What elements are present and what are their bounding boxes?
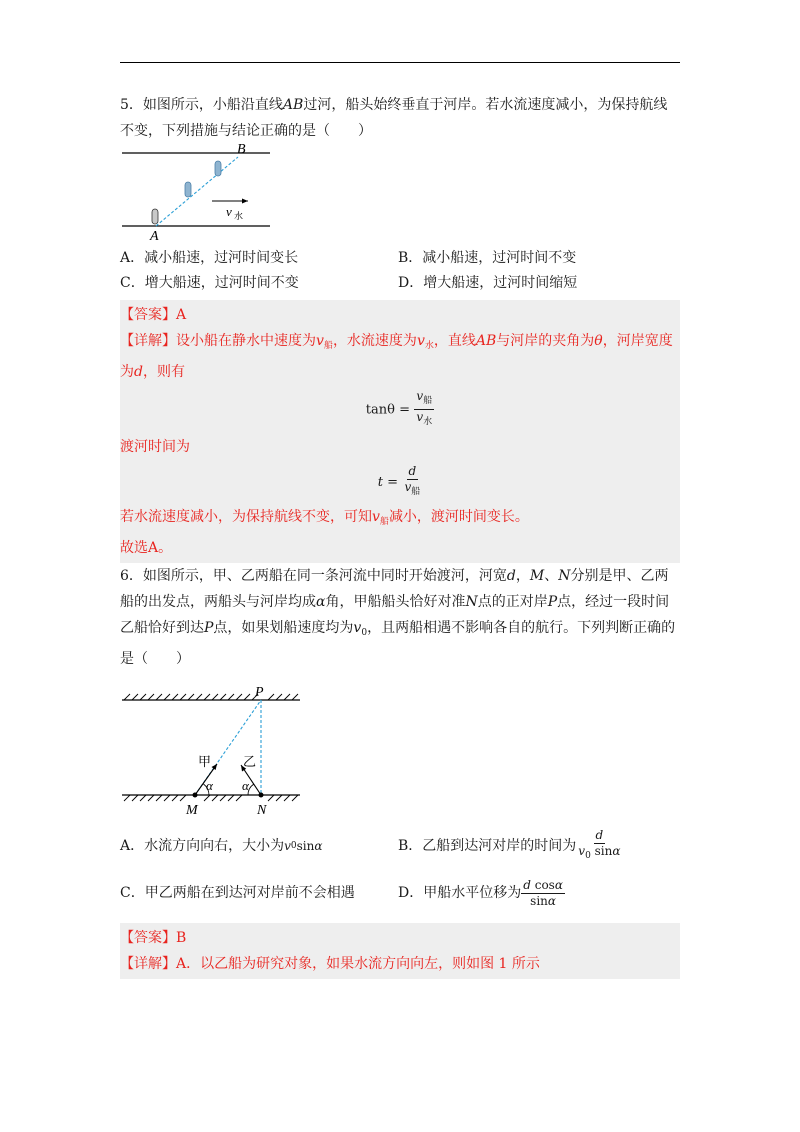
q6-label-alpha-1: α <box>206 778 213 793</box>
q5-label-b: B <box>237 144 246 157</box>
q6-stem: 6．如图所示，甲、乙两船在同一条河流中同时开始渡河，河宽d，M、N分别是甲、乙两船的出发点，两船头与河岸均成α角，甲船船头恰好对准N点的正对岸P点，经过一段时间乙船恰好到达P点，如果划船速度均为$v_0$，且两船相遇不影响各自的航行。下列判断正确的是（ ） <box>120 568 676 667</box>
q6-detail: 【详解】A．以乙船为研究对象，如果水流方向向左，则如图 1 所示 <box>120 956 540 972</box>
q5-time-text: 渡河时间为 <box>120 439 190 455</box>
q5-answer-block <box>120 300 680 563</box>
q6-option-d[interactable]: D．甲船水平位移为 $\frac{\text{d cosα}}{\sin\alpha}$ <box>398 878 563 908</box>
q6-answer-block <box>120 923 680 979</box>
q6-option-c[interactable]: C．甲乙两船在到达河对岸前不会相遇 <box>120 885 355 901</box>
q6-answer: 【答案】B <box>120 930 187 946</box>
q5-stem: 5．如图所示，小船沿直线AB过河，船头始终垂直于河岸。若水流速度减小，为保持航线不变，下列措施与结论正确的是（ ） <box>120 97 668 139</box>
q6-figure <box>120 680 310 820</box>
q6-label-alpha-2: α <box>242 778 249 793</box>
q5-label-v-sub: 水 <box>234 211 244 221</box>
q6-option-b[interactable]: B．乙船到达河对岸的时间为 $\frac{d}{v_0 \sin\alpha}$ <box>398 828 621 861</box>
q5-option-a[interactable]: A．减小船速，过河时间变长 <box>120 250 299 266</box>
q5-choose: 故选A。 <box>120 540 173 556</box>
q5-answer: 【答案】A <box>120 307 187 323</box>
q5-option-c[interactable]: C．增大船速，过河时间不变 <box>120 275 299 291</box>
q5-formula-tan: tanθ = $\frac{v_船}{v_水}$ <box>365 389 433 427</box>
q5-formula-t: t = $\frac{d}{v_船}$ <box>377 464 421 497</box>
q6-label-p: P <box>255 685 264 700</box>
q6-label-m: M <box>186 803 198 818</box>
question-5 <box>120 92 680 563</box>
q5-label-a: A <box>150 229 159 242</box>
q5-option-d[interactable]: D．增大船速，过河时间缩短 <box>398 275 578 291</box>
header-rule <box>120 62 680 63</box>
q6-label-n: N <box>257 803 267 818</box>
q6-options <box>120 828 680 909</box>
q5-option-b[interactable]: B．减小船速，过河时间不变 <box>398 250 577 266</box>
q5-figure <box>120 144 280 242</box>
q6-label-jia: 甲 <box>198 755 212 770</box>
q5-options <box>120 246 680 296</box>
q5-detail: 【详解】设小船在静水中速度为$v_船$，水流速度为$v_水$，直线AB与河岸的夹角为θ，河岸宽度为d，则有 <box>120 333 673 380</box>
q6-option-a[interactable]: A．水流方向向右，大小为 v 0 sin α <box>120 837 323 854</box>
q5-label-v: v <box>226 204 232 219</box>
document-body <box>120 92 680 979</box>
q5-conclusion: 若水流速度减小，为保持航线不变，可知$v_船$减小，渡河时间变长。 <box>120 509 529 527</box>
q6-label-yi: 乙 <box>243 755 257 770</box>
question-6 <box>120 563 680 979</box>
